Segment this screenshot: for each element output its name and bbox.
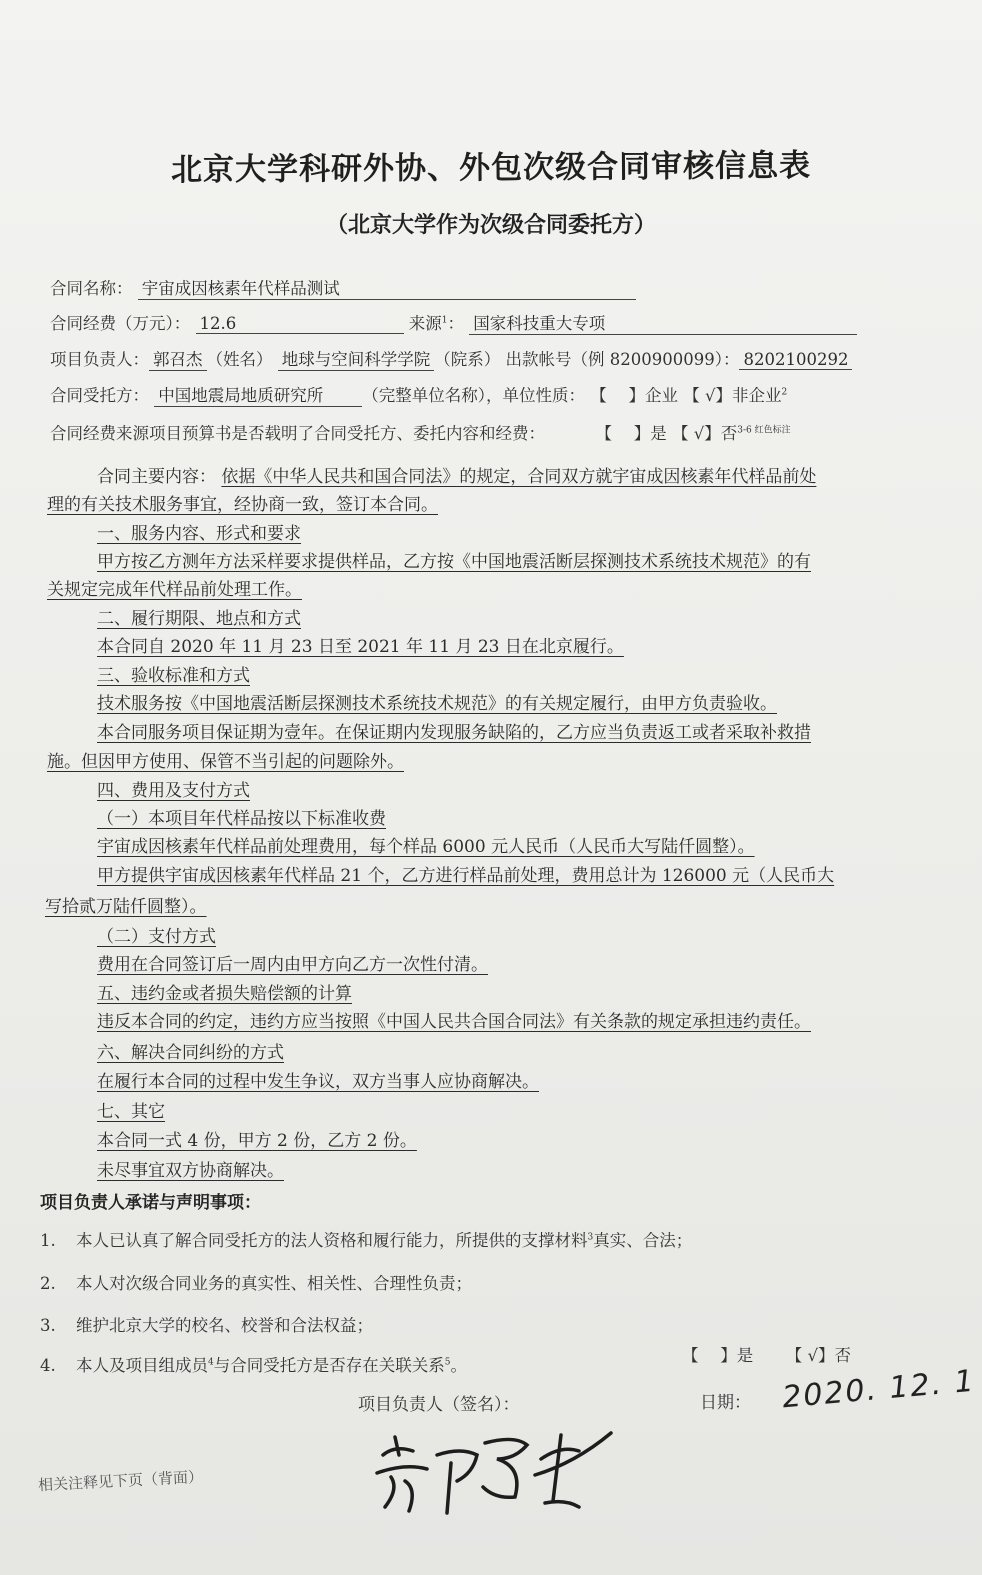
section-3-para-1: 技术服务按《中国地震活断层探测技术系统技术规范》的有关规定履行，由甲方负责验收。: [97, 694, 777, 714]
q4-no-option: 【 √】否: [785, 1346, 852, 1365]
section-3-para-3: 施。但因甲方使用、保管不当引起的问题除外。: [47, 752, 404, 772]
section-4-para-3: 写拾贰万陆仟圆整）。: [45, 897, 207, 917]
funding-row: 合同经费（万元）： 12.6 来源$^1$： 国家科技重大专项: [50, 310, 857, 335]
date-label: 日期：: [700, 1393, 751, 1413]
source-label: 来源: [408, 314, 442, 333]
budget-row: [50, 420, 791, 444]
section-4-sub-2: （二）支付方式: [97, 927, 216, 947]
footnote: 相关注释见下页（背面）: [37, 1467, 204, 1495]
section-3-title: 三、验收标准和方式: [97, 666, 250, 686]
intro-label: 合同主要内容：: [97, 467, 216, 487]
section-5-para-1: 违反本合同的约定，违约方应当按照《中国人民共合国合同法》有关条款的规定承担违约责任。: [97, 1012, 811, 1032]
contract-name-value: 宇宙成因核素年代样品测试: [138, 275, 636, 300]
department-value: 地球与空间科学学院: [278, 346, 435, 371]
contract-name-row: [50, 275, 636, 300]
section-6-title: 六、解决合同纠纷的方式: [97, 1043, 284, 1063]
section-4-title: 四、费用及支付方式: [97, 781, 250, 801]
contractee-label: 合同受托方：: [50, 386, 149, 405]
enterprise-option: 【 】企业: [590, 386, 678, 405]
signature-label: 项目负责人（签名）：: [358, 1395, 520, 1415]
handwritten-signature: [365, 1415, 625, 1525]
contractee-suffix: （完整单位名称），单位性质：: [362, 386, 585, 405]
section-7-title: 七、其它: [97, 1102, 165, 1122]
declaration-item-3: 3. 维护北京大学的校名、校誉和合法权益；: [40, 1316, 373, 1335]
declaration-item-4-options: [682, 1342, 851, 1366]
budget-no-option: 【 √】否: [672, 424, 738, 443]
section-5-title: 五、违约金或者损失赔偿额的计算: [97, 984, 352, 1004]
pi-name-suffix: （姓名）: [206, 350, 273, 369]
date-value: 2020. 12. 1: [780, 1363, 977, 1416]
funding-label: 合同经费（万元）：: [50, 314, 191, 333]
section-4-para-4: 费用在合同签订后一周内由甲方向乙方一次性付清。: [97, 955, 488, 975]
non-enterprise-option: 【 √】非企业: [683, 386, 782, 405]
section-7-para-2: 未尽事宜双方协商解决。: [97, 1161, 284, 1181]
non-enterprise-footnote-mark: 2: [781, 387, 788, 398]
budget-question: 合同经费来源项目预算书是否载明了合同受托方、委托内容和经费：: [50, 424, 545, 443]
contractee-row: [50, 382, 787, 407]
section-1-para-2: 关规定完成年代样品前处理工作。: [47, 580, 302, 600]
intro-line-1: 合同主要内容： 依据《中华人民共和国合同法》的规定，合同双方就宇宙成因核素年代样品前处: [97, 467, 817, 487]
account-label: 出款帐号（例 8200900099）：: [505, 350, 740, 369]
pi-row: [50, 346, 852, 371]
declaration-item-4: 4. 本人及项目组成员$^4$与合同受托方是否存在关联关系$^5$。: [40, 1356, 467, 1375]
section-4-para-1: 宇宙成因核素年代样品前处理费用，每个样品 6000 元人民币（人民币大写陆仟圆整）。: [97, 837, 755, 857]
section-6-para-1: 在履行本合同的过程中发生争议，双方当事人应协商解决。: [97, 1072, 539, 1092]
section-4-sub-1: （一）本项目年代样品按以下标准收费: [97, 809, 386, 829]
funding-value: 12.6: [196, 314, 404, 334]
q4-yes-option: 【 】是: [682, 1346, 754, 1365]
source-footnote-mark: 1: [441, 315, 448, 326]
department-suffix: （院系）: [434, 350, 501, 369]
declaration-item-1: 1. 本人已认真了解合同受托方的法人资格和履行能力，所提供的支撑材料$^3$真实、合法；: [40, 1231, 693, 1250]
intro-line-2: 理的有关技术服务事宜，经协商一致，签订本合同。: [47, 495, 438, 515]
section-2-para-1: 本合同自 2020 年 11 月 23 日至 2021 年 11 月 23 日在北京履行。: [97, 637, 624, 657]
declaration-item-2: 2. 本人对次级合同业务的真实性、相关性、合理性负责；: [40, 1274, 472, 1293]
section-4-para-2: 甲方提供宇宙成因核素年代样品 21 个，乙方进行样品前处理，费用总计为 126000 元（人民币大: [97, 866, 835, 886]
document-subtitle: （北京大学作为次级合同委托方）: [325, 212, 656, 238]
account-value: 8202100292: [739, 350, 852, 370]
declaration-heading: 项目负责人承诺与声明事项：: [40, 1193, 261, 1213]
source-value: 国家科技重大专项: [469, 310, 857, 335]
section-1-title: 一、服务内容、形式和要求: [97, 524, 301, 544]
section-1-para-1: 甲方按乙方测年方法采样要求提供样品，乙方按《中国地震活断层探测技术系统技术规范》的有: [97, 552, 811, 572]
budget-yes-option: 【 】是: [595, 424, 667, 443]
section-2-title: 二、履行期限、地点和方式: [97, 609, 301, 629]
contractee-value: 中国地震局地质研究所: [154, 382, 362, 407]
pi-label: 项目负责人：: [50, 350, 149, 369]
contract-name-label: 合同名称：: [50, 279, 133, 298]
pi-name: 郭召杰: [149, 346, 207, 371]
section-3-para-2: 本合同服务项目保证期为壹年。在保证期内发现服务缺陷的，乙方应当负责返工或者采取补救措: [97, 723, 811, 743]
budget-note: 3-6 红色标注: [737, 425, 791, 436]
section-7-para-1: 本合同一式 4 份，甲方 2 份，乙方 2 份。: [97, 1131, 417, 1151]
document-title: 北京大学科研外协、外包次级合同审核信息表: [170, 147, 812, 189]
